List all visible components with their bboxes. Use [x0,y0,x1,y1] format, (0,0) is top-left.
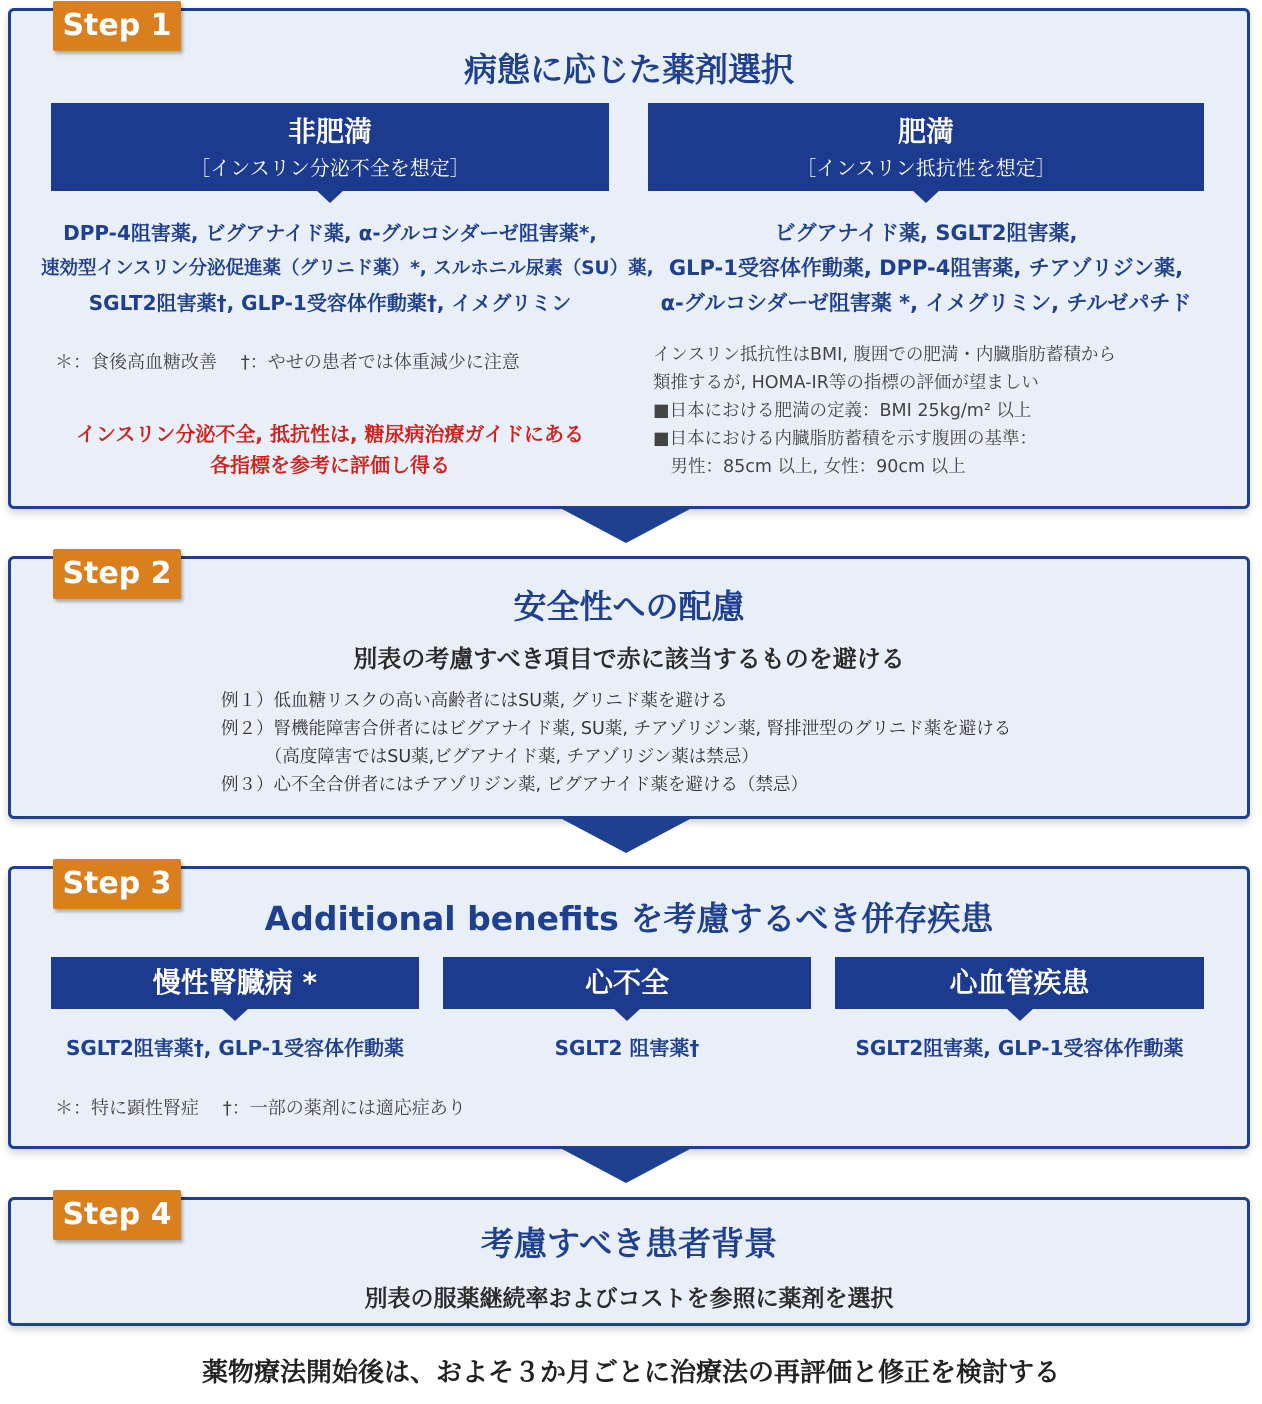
non-obese-header-arrow [316,190,344,203]
step2-examples [221,687,1011,799]
step3-footnote: ＊：特に顕性腎症 †：一部の薬剤には適応症あり [55,1098,466,1119]
heart-failure-header-arrow [613,1008,641,1021]
obese-drugs-line1: ビグアナイド薬, SGLT2阻害薬, [774,221,1078,245]
obese-drug-list [636,216,1216,321]
step4-badge: Step 4 [53,1190,181,1240]
step2-example-2-note: （高度障害ではSU薬,ビグアナイド薬, チアゾリジン薬は禁忌） [221,747,759,767]
step4-title: 考慮すべき患者背景 [480,1224,778,1263]
step2-example-3: 例３）心不全合併者にはチアゾリジン薬, ビグアナイド薬を避ける（禁忌） [221,775,808,795]
step1-panel [8,8,1250,509]
red-note-line1: インスリン分泌不全, 抵抗性は, 糖尿病治療ガイドにある [76,422,584,446]
cvd-header-arrow [1006,1008,1034,1021]
obese-heading: 肥満 [897,115,954,148]
ckd-drugs: SGLT2阻害薬†, GLP-1受容体作動薬 [65,1036,405,1060]
ckd-header-arrow [221,1008,249,1021]
non-obese-drug-list [41,216,654,321]
step4-panel [8,1197,1250,1326]
non-obese-drugs-line2: 速効型インスリン分泌促進薬（グリニド薬）*, スルホニル尿素（SU）薬, [41,258,654,279]
non-obese-footnote: ＊：食後高血糖改善 †：やせの患者では体重減少に注意 [55,352,520,373]
step2-example-2: 例２）腎機能障害合併者にはビグアナイド薬, SU薬, チアゾリジン薬, 腎排泄型のグリニド薬を避ける [221,719,1012,739]
step2-panel [8,556,1250,819]
obese-header [648,103,1204,191]
step2-badge: Step 2 [53,549,181,599]
obese-note-line2: 類推するが, HOMA-IR等の指標の評価が望ましい [653,373,1039,393]
obese-note-line4: ■日本における内臓脂肪蓄積を示す腹囲の基準： [653,429,1038,449]
step3-panel [8,866,1250,1149]
obese-drugs-line3: α-グルコシダーゼ阻害薬 *, イメグリミン, チルゼパチド [660,291,1192,315]
red-note-line2: 各指標を参考に評価し得る [210,453,450,477]
non-obese-drugs-line3: SGLT2阻害薬†, GLP-1受容体作動薬†, イメグリミン [88,291,572,315]
obese-drugs-line2: GLP-1受容体作動薬, DPP-4阻害薬, チアゾリジン薬, [668,256,1184,280]
step2-example-1: 例１）低血糖リスクの高い高齢者にはSU薬, グリニド薬を避ける [221,691,728,711]
step2-down-arrow [562,819,690,853]
step3-badge: Step 3 [53,859,181,909]
heart-failure-drugs: SGLT2 阻害薬† [554,1036,700,1060]
ckd-heading: 慢性腎臓病 * [152,966,318,999]
step1-title: 病態に応じた薬剤選択 [464,50,794,89]
footer-note: 薬物療法開始後は、およそ３か月ごとに治療法の再評価と修正を検討する [201,1358,1060,1388]
step1-down-arrow [562,509,690,543]
cvd-header [835,957,1204,1009]
step2-subtitle: 別表の考慮すべき項目で赤に該当するものを避ける [353,645,905,673]
ckd-header [51,957,419,1009]
step2-title: 安全性への配慮 [513,587,745,626]
step4-subtitle: 別表の服薬継続率およびコストを参照に薬剤を選択 [364,1286,894,1312]
obese-subheading: ［インスリン抵抗性を想定］ [796,156,1056,180]
non-obese-header [51,103,609,191]
step3-down-arrow [562,1149,690,1183]
obese-notes [653,341,1116,481]
cvd-heading: 心血管疾患 [949,966,1090,999]
obese-note-line3: ■日本における肥満の定義：BMI 25kg/m² 以上 [653,401,1032,421]
step1-badge: Step 1 [53,1,181,51]
red-note [41,419,619,481]
non-obese-drugs-line1: DPP-4阻害薬, ビグアナイド薬, α-グルコシダーゼ阻害薬*, [63,221,597,245]
obese-note-line5: 男性：85cm 以上, 女性：90cm 以上 [653,457,966,477]
non-obese-heading: 非肥満 [287,115,372,148]
step3-title: Additional benefits を考慮するべき併存疾患 [264,899,994,938]
cvd-drugs: SGLT2阻害薬, GLP-1受容体作動薬 [855,1036,1184,1060]
non-obese-subheading: ［インスリン分泌不全を想定］ [190,156,470,180]
obese-header-arrow [912,190,940,203]
heart-failure-heading: 心不全 [584,966,669,999]
heart-failure-header [443,957,811,1009]
obese-note-line1: インスリン抵抗性はBMI, 腹囲での肥満・内臓脂肪蓄積から [653,345,1116,365]
